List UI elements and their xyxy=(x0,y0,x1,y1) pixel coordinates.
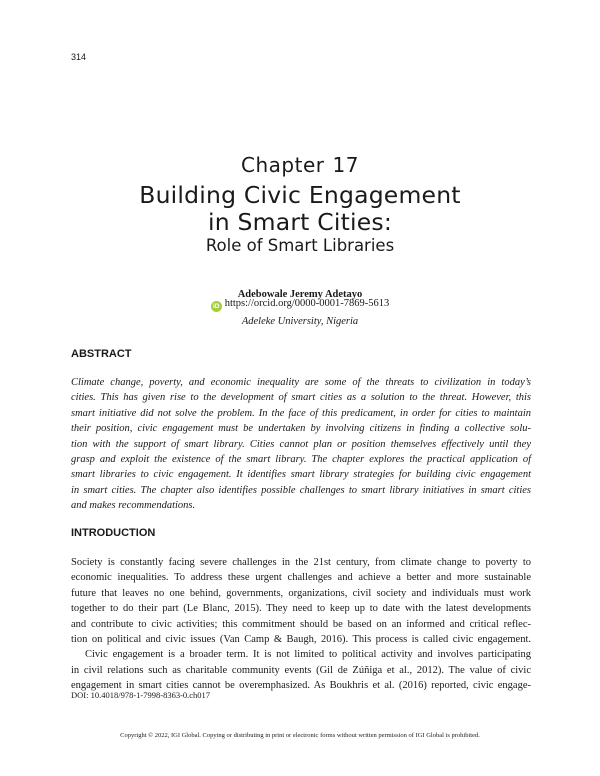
chapter-title-line-1: Building Civic Engagement xyxy=(139,181,461,209)
chapter-subtitle: Role of Smart Libraries xyxy=(205,236,395,255)
introduction-body xyxy=(71,555,531,694)
abstract-line: in smart cities. The chapter also identifies possible challenges to smart library initiatives in smart cities xyxy=(71,484,531,496)
abstract-heading: ABSTRACT xyxy=(71,348,132,360)
introduction-line: economic inequalities. To address these urgent challenges and achieve a better and more sustainable xyxy=(71,572,531,584)
introduction-line: and contribute to civic activities; this commitment should be based on an informed and critical reflec- xyxy=(71,618,531,630)
orcid-icon: iD xyxy=(211,301,222,312)
abstract-line: grasp and exploit the existence of the smart library. The chapter explores the practical application of xyxy=(71,454,531,466)
chapter-label: Chapter xyxy=(241,153,325,177)
abstract-line: tion with the support of smart library. Cities cannot plan or position themselves effectively until they xyxy=(71,438,531,450)
introduction-line: Society is constantly facing severe challenges in the 21st century, from climate change to poverty to xyxy=(71,557,531,568)
abstract-line: and makes recommendations. xyxy=(71,500,196,512)
abstract-line: smart initiative did not solve the problem. In the face of this predicament, in order for cities to maintain xyxy=(71,407,531,419)
introduction-line: engagement in smart cities cannot be overemphasized. As Boukhris et al. (2016) reported, civic engage- xyxy=(71,680,531,692)
author-name: Adebowale Jeremy Adetayo xyxy=(237,289,363,300)
abstract-line: cities. This has given rise to the development of smart cities as a solution to the threat. However, this xyxy=(71,392,531,404)
abstract-line: Climate change, poverty, and economic inequality are some of the threats to civilization in today’s xyxy=(71,377,531,388)
chapter-title-line-2: in Smart Cities: xyxy=(208,208,392,236)
orcid-link[interactable]: https://orcid.org/0000-0001-7869-5613 xyxy=(224,298,390,309)
chapter-number: 17 xyxy=(332,153,359,177)
introduction-heading: INTRODUCTION xyxy=(71,527,156,539)
copyright-notice: Copyright © 2022, IGI Global. Copying or distributing in print or electronic forms without written permission of IGI Global is prohibited. xyxy=(120,732,480,739)
introduction-line: in civil relations such as charitable community events (Gil de Zúñiga et al., 2012). The value of civic xyxy=(71,664,531,676)
doi: DOI: 10.4018/978-1-7998-8363-0.ch017 xyxy=(71,690,211,700)
introduction-line: tion on political and civic issues (Van Camp & Baugh, 2016). This process is called civic engagement. xyxy=(71,634,531,646)
abstract-body xyxy=(71,375,531,514)
abstract-line: smart libraries to civic engagement. It identifies smart library strategies for building civic engagement xyxy=(71,469,531,481)
introduction-line: future that leaves no one behind, governments, organizations, civil society and individuals must work xyxy=(71,587,531,599)
orcid-line xyxy=(0,298,600,312)
introduction-line: together to do their part (Le Blanc, 2015). They need to keep up to date with the latest developments xyxy=(71,603,531,615)
abstract-line: their position, civic engagement must be undertaken by involving citizens in finding a collective solu- xyxy=(71,423,531,435)
introduction-line: Civic engagement is a broader term. It is not limited to political activity and involves participating xyxy=(85,649,531,661)
chapter-heading xyxy=(0,153,600,177)
author-affiliation: Adeleke University, Nigeria xyxy=(241,316,359,327)
page-number: 314 xyxy=(71,52,87,62)
